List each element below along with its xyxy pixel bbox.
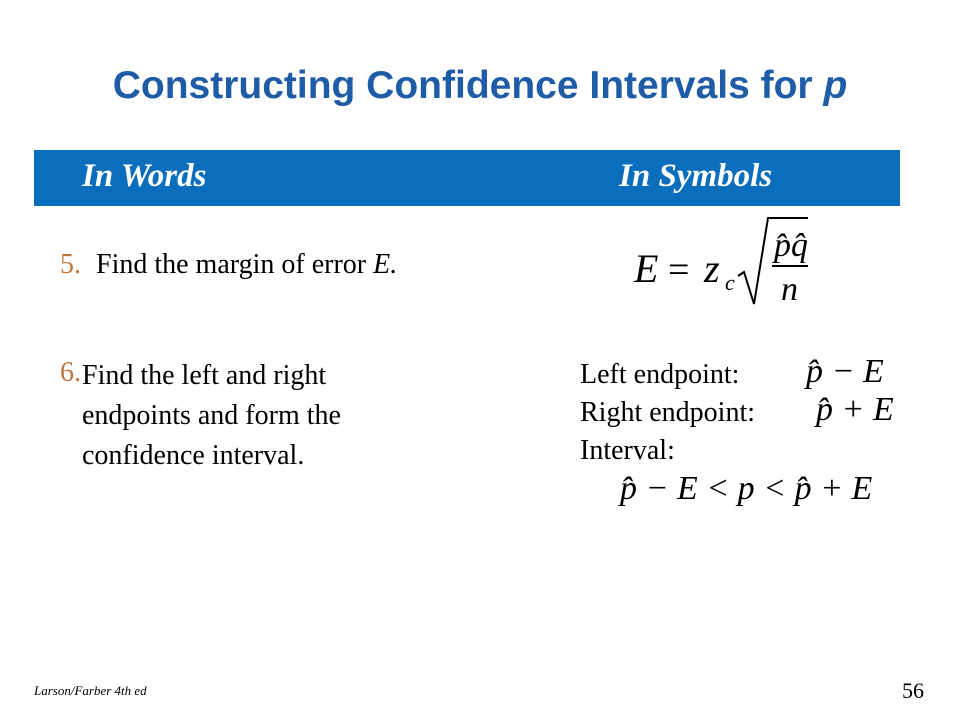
formula-equals: = (668, 249, 690, 291)
step-number: 6. (60, 357, 81, 388)
interval-label: Interval: (580, 435, 675, 466)
column-header-bar (34, 150, 900, 206)
step-text: Find the margin of error (96, 249, 367, 280)
interval-expression: p̂ − E < p < p̂ + E (620, 470, 873, 507)
in-words-header: In Words (82, 158, 207, 194)
formula-e: E (634, 246, 659, 291)
slide-title (0, 64, 960, 108)
right-endpoint-label: Right endpoint: (580, 397, 755, 428)
left-endpoint-expression: p̂ − E (806, 353, 884, 390)
margin-of-error-formula (630, 212, 820, 312)
in-symbols-header: In Symbols (619, 158, 773, 194)
slide-title-text: Constructing Confidence Intervals for (112, 64, 813, 107)
step-text-line: Find the left and right (82, 360, 327, 391)
step-number: 5. (60, 249, 81, 280)
formula-denominator: n (781, 271, 798, 308)
formula-subscript-c: c (725, 270, 735, 295)
slide-title-variable: p (823, 64, 848, 107)
formula-numerator: p̂q̂ (774, 227, 808, 264)
page-number: 56 (902, 678, 924, 703)
step-text-line: confidence interval. (82, 440, 305, 471)
left-endpoint-label: Left endpoint: (580, 359, 740, 390)
step-text-line: endpoints and form the (82, 400, 341, 431)
source-footer: Larson/Farber 4th ed (34, 683, 147, 698)
step-text-variable: E. (373, 249, 398, 280)
right-endpoint-expression: p̂ + E (816, 391, 894, 428)
formula-z: z (704, 246, 720, 291)
step-5 (60, 248, 397, 282)
